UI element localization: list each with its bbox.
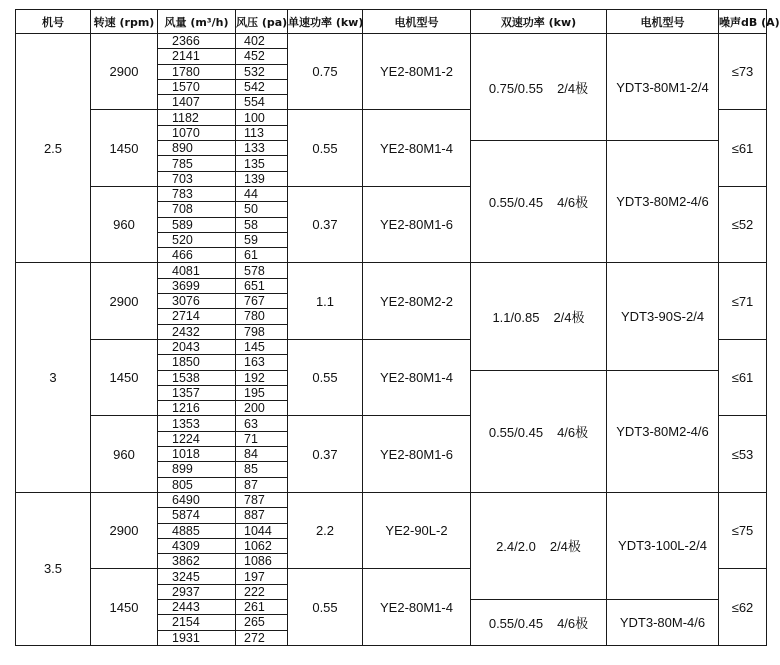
motor-model-cell: YE2-80M1-4 (363, 110, 471, 186)
air-volume-cell: 890 (158, 141, 236, 156)
dual-speed-power-cell (471, 370, 607, 492)
air-volume-cell: 1570 (158, 79, 236, 94)
dual-speed-power-cell (471, 492, 607, 599)
motor-model-cell: YE2-80M2-2 (363, 263, 471, 339)
air-pressure-cell: 63 (236, 416, 288, 431)
air-pressure-cell: 780 (236, 309, 288, 324)
motor-model-cell: YE2-90L-2 (363, 492, 471, 568)
air-pressure-cell: 200 (236, 401, 288, 416)
rpm-cell: 2900 (91, 492, 158, 568)
machine-no-cell: 3.5 (16, 492, 91, 645)
air-volume-cell: 3862 (158, 554, 236, 569)
dual-motor-model-cell: YDT3-90S-2/4 (607, 263, 719, 370)
rpm-cell: 960 (91, 186, 158, 262)
air-volume-cell: 4309 (158, 538, 236, 553)
air-volume-cell: 466 (158, 248, 236, 263)
dual-speed-power: 0.55/0.45 (488, 615, 544, 631)
machine-no-cell: 2.5 (16, 34, 91, 263)
dual-speed-power-cell (471, 34, 607, 141)
air-pressure-cell: 50 (236, 202, 288, 217)
air-pressure-cell: 58 (236, 217, 288, 232)
air-pressure-cell: 85 (236, 462, 288, 477)
air-volume-cell: 899 (158, 462, 236, 477)
single-speed-power-cell: 0.37 (288, 416, 363, 492)
air-pressure-cell: 61 (236, 248, 288, 263)
air-pressure-cell: 192 (236, 370, 288, 385)
table-row (16, 263, 767, 278)
air-volume-cell: 805 (158, 477, 236, 492)
air-volume-cell: 1353 (158, 416, 236, 431)
dual-speed-power: 0.75/0.55 (488, 80, 544, 96)
air-pressure-cell: 452 (236, 49, 288, 64)
fan-spec-table (15, 9, 780, 646)
air-volume-cell: 703 (158, 171, 236, 186)
dual-speed-poles: 2/4极 (549, 539, 581, 555)
noise-cell: ≤71 (719, 263, 767, 339)
air-volume-cell: 708 (158, 202, 236, 217)
dual-speed-poles: 2/4极 (557, 80, 589, 96)
table-row (16, 492, 767, 507)
air-pressure-cell: 402 (236, 34, 288, 49)
air-volume-cell: 6490 (158, 492, 236, 507)
air-pressure-cell: 767 (236, 294, 288, 309)
air-volume-cell: 4081 (158, 263, 236, 278)
rpm-cell: 1450 (91, 569, 158, 646)
noise-cell: ≤73 (719, 34, 767, 110)
dual-speed-power: 0.55/0.45 (488, 424, 544, 440)
air-pressure-cell: 84 (236, 447, 288, 462)
air-pressure-cell: 578 (236, 263, 288, 278)
dual-motor-model-cell: YDT3-80M2-4/6 (607, 370, 719, 492)
single-speed-power-cell: 1.1 (288, 263, 363, 339)
air-pressure-cell: 1044 (236, 523, 288, 538)
dual-speed-poles: 4/6极 (557, 195, 589, 211)
air-pressure-cell: 542 (236, 79, 288, 94)
air-pressure-cell: 59 (236, 232, 288, 247)
air-volume-cell: 1018 (158, 447, 236, 462)
air-pressure-cell: 261 (236, 599, 288, 614)
air-volume-cell: 5874 (158, 508, 236, 523)
air-volume-cell: 3245 (158, 569, 236, 584)
dual-speed-poles: 4/6极 (557, 615, 589, 631)
noise-cell: ≤75 (719, 492, 767, 568)
single-speed-power-cell: 2.2 (288, 492, 363, 568)
air-volume-cell: 520 (158, 232, 236, 247)
noise-cell: ≤61 (719, 339, 767, 415)
air-pressure-cell: 651 (236, 278, 288, 293)
air-volume-cell: 1357 (158, 385, 236, 400)
air-volume-cell: 783 (158, 186, 236, 201)
single-speed-power-cell: 0.55 (288, 110, 363, 186)
dual-speed-power-cell (471, 599, 607, 645)
air-volume-cell: 2366 (158, 34, 236, 49)
dual-motor-model-cell: YDT3-80M-4/6 (607, 599, 719, 645)
air-volume-cell: 3076 (158, 294, 236, 309)
header-air-volume: 风量 (m³/h) (158, 10, 236, 34)
rpm-cell: 1450 (91, 110, 158, 186)
air-volume-cell: 1780 (158, 64, 236, 79)
air-volume-cell: 1931 (158, 630, 236, 645)
dual-speed-power: 1.1/0.85 (492, 309, 540, 325)
header-row (16, 10, 767, 34)
air-pressure-cell: 100 (236, 110, 288, 125)
air-volume-cell: 2443 (158, 599, 236, 614)
dual-speed-power: 0.55/0.45 (488, 195, 544, 211)
header-dual-speed-power: 双速功率 (kw) (471, 10, 607, 34)
air-pressure-cell: 195 (236, 385, 288, 400)
air-pressure-cell: 554 (236, 95, 288, 110)
dual-motor-model-cell: YDT3-100L-2/4 (607, 492, 719, 599)
header-air-pressure: 风压 (pa) (236, 10, 288, 34)
air-volume-cell: 2714 (158, 309, 236, 324)
air-volume-cell: 1182 (158, 110, 236, 125)
air-volume-cell: 1216 (158, 401, 236, 416)
air-pressure-cell: 197 (236, 569, 288, 584)
motor-model-cell: YE2-80M1-6 (363, 186, 471, 262)
rpm-cell: 1450 (91, 339, 158, 415)
air-pressure-cell: 44 (236, 186, 288, 201)
air-pressure-cell: 163 (236, 355, 288, 370)
air-volume-cell: 785 (158, 156, 236, 171)
noise-cell: ≤52 (719, 186, 767, 262)
air-pressure-cell: 139 (236, 171, 288, 186)
air-pressure-cell: 787 (236, 492, 288, 507)
motor-model-cell: YE2-80M1-6 (363, 416, 471, 492)
rpm-cell: 960 (91, 416, 158, 492)
header-dual-motor-model: 电机型号 (607, 10, 719, 34)
air-volume-cell: 1224 (158, 431, 236, 446)
dual-speed-power-cell (471, 141, 607, 263)
table-row (16, 34, 767, 49)
air-pressure-cell: 1086 (236, 554, 288, 569)
noise-cell: ≤61 (719, 110, 767, 186)
rpm-cell: 2900 (91, 263, 158, 339)
air-pressure-cell: 887 (236, 508, 288, 523)
air-volume-cell: 1407 (158, 95, 236, 110)
air-volume-cell: 1850 (158, 355, 236, 370)
air-pressure-cell: 222 (236, 584, 288, 599)
air-volume-cell: 1070 (158, 125, 236, 140)
dual-motor-model-cell: YDT3-80M2-4/6 (607, 141, 719, 263)
motor-model-cell: YE2-80M1-4 (363, 339, 471, 415)
motor-model-cell: YE2-80M1-4 (363, 569, 471, 646)
air-volume-cell: 2043 (158, 339, 236, 354)
air-volume-cell: 1538 (158, 370, 236, 385)
air-volume-cell: 2432 (158, 324, 236, 339)
header-noise: 噪声dB (A) (719, 10, 767, 34)
air-pressure-cell: 113 (236, 125, 288, 140)
header-rpm: 转速 (rpm) (91, 10, 158, 34)
single-speed-power-cell: 0.37 (288, 186, 363, 262)
rpm-cell: 2900 (91, 34, 158, 110)
noise-cell: ≤62 (719, 569, 767, 646)
header-machine-no: 机号 (16, 10, 91, 34)
air-pressure-cell: 532 (236, 64, 288, 79)
air-volume-cell: 3699 (158, 278, 236, 293)
motor-model-cell: YE2-80M1-2 (363, 34, 471, 110)
air-pressure-cell: 135 (236, 156, 288, 171)
air-pressure-cell: 133 (236, 141, 288, 156)
air-pressure-cell: 265 (236, 615, 288, 630)
single-speed-power-cell: 0.55 (288, 339, 363, 415)
dual-motor-model-cell: YDT3-80M1-2/4 (607, 34, 719, 141)
dual-speed-poles: 2/4极 (553, 309, 585, 325)
air-volume-cell: 2141 (158, 49, 236, 64)
dual-speed-poles: 4/6极 (557, 424, 589, 440)
air-pressure-cell: 71 (236, 431, 288, 446)
air-volume-cell: 4885 (158, 523, 236, 538)
air-pressure-cell: 1062 (236, 538, 288, 553)
single-speed-power-cell: 0.75 (288, 34, 363, 110)
single-speed-power-cell: 0.55 (288, 569, 363, 646)
machine-no-cell: 3 (16, 263, 91, 492)
air-pressure-cell: 87 (236, 477, 288, 492)
header-single-speed-power: 单速功率 (kw) (288, 10, 363, 34)
air-pressure-cell: 272 (236, 630, 288, 645)
air-pressure-cell: 145 (236, 339, 288, 354)
dual-speed-power-cell (471, 263, 607, 370)
dual-speed-power: 2.4/2.0 (496, 539, 536, 555)
air-volume-cell: 2937 (158, 584, 236, 599)
air-volume-cell: 589 (158, 217, 236, 232)
noise-cell: ≤53 (719, 416, 767, 492)
air-pressure-cell: 798 (236, 324, 288, 339)
header-motor-model: 电机型号 (363, 10, 471, 34)
air-volume-cell: 2154 (158, 615, 236, 630)
